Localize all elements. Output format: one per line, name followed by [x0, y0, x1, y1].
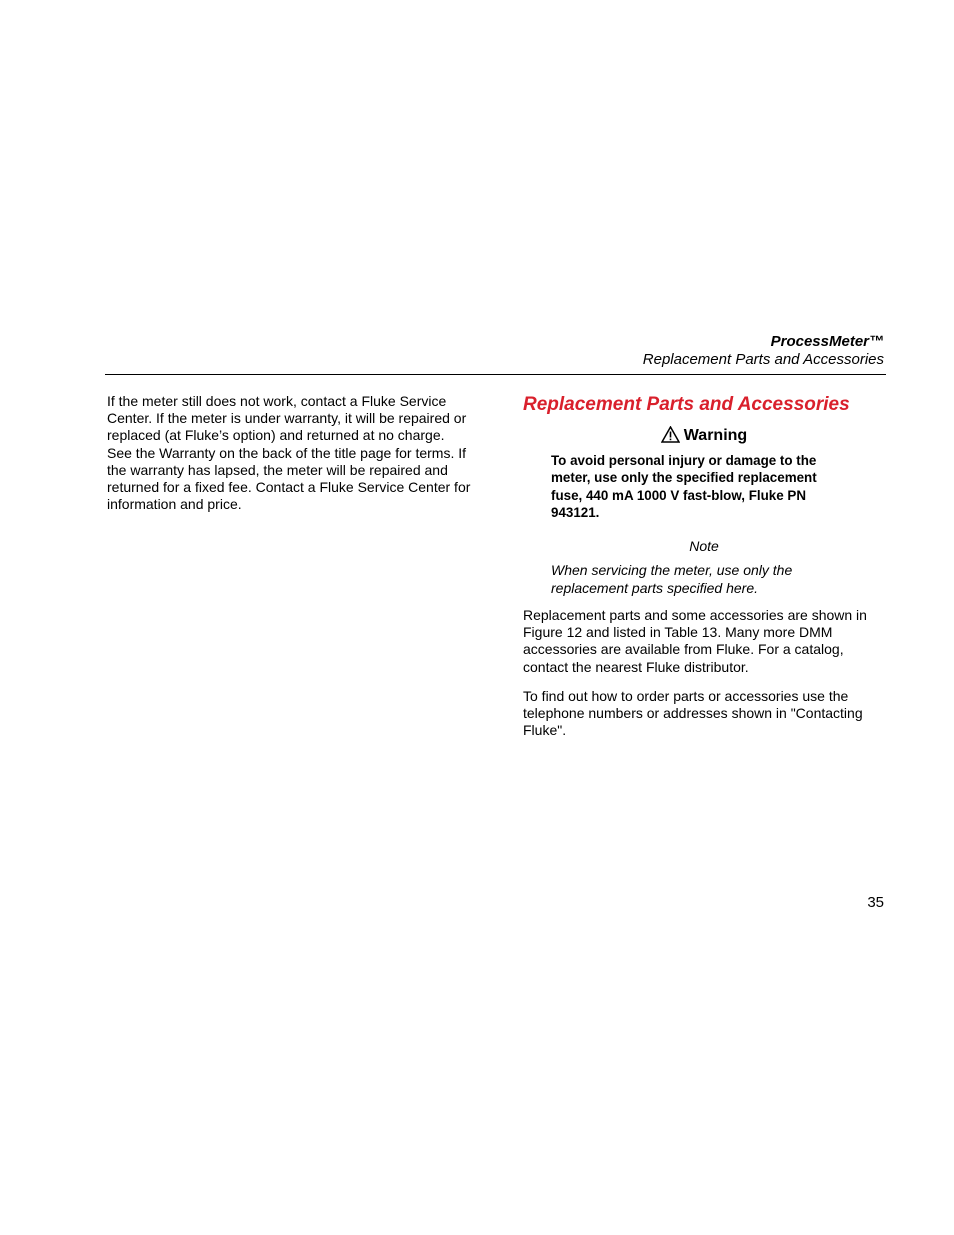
page-number: 35 [867, 894, 884, 911]
header-divider [105, 374, 886, 375]
warning-text: To avoid personal injury or damage to the meter, use only the specified replacement fuse, 440 mA 1000 V fast-blow, Fluke PN 943121. [551, 453, 817, 520]
warning-heading-label: Warning [683, 427, 748, 444]
header-section-name: Replacement Parts and Accessories [642, 351, 884, 368]
header-product-name: ProcessMeter™ [770, 333, 884, 350]
parts-paragraph: Replacement parts and some accessories are shown in Figure 12 and listed in Table 13. Many more DMM accessories are available from Fluke. For a catalog, contact the nearest Fluke distributor. [523, 607, 867, 675]
note-text: When servicing the meter, use only the replacement parts specified here. [551, 562, 793, 596]
ordering-paragraph: To find out how to order parts or accessories use the telephone numbers or addresses shown in "Contacting Fluke". [523, 688, 863, 739]
note-heading: Note [689, 538, 719, 554]
warning-heading [523, 426, 885, 446]
service-paragraph: If the meter still does not work, contact a Fluke Service Center. If the meter is under warranty, it will be repaired or replaced (at Fluke’s option) and returned at no charge. See the Warranty on the back of the title page for terms. If the warranty has lapsed, the meter will be repaired and returned for a fixed fee. Contact a Fluke Service Center for information and price. [107, 393, 471, 513]
section-title: Replacement Parts and Accessories [523, 394, 850, 415]
warning-triangle-icon [661, 426, 680, 443]
